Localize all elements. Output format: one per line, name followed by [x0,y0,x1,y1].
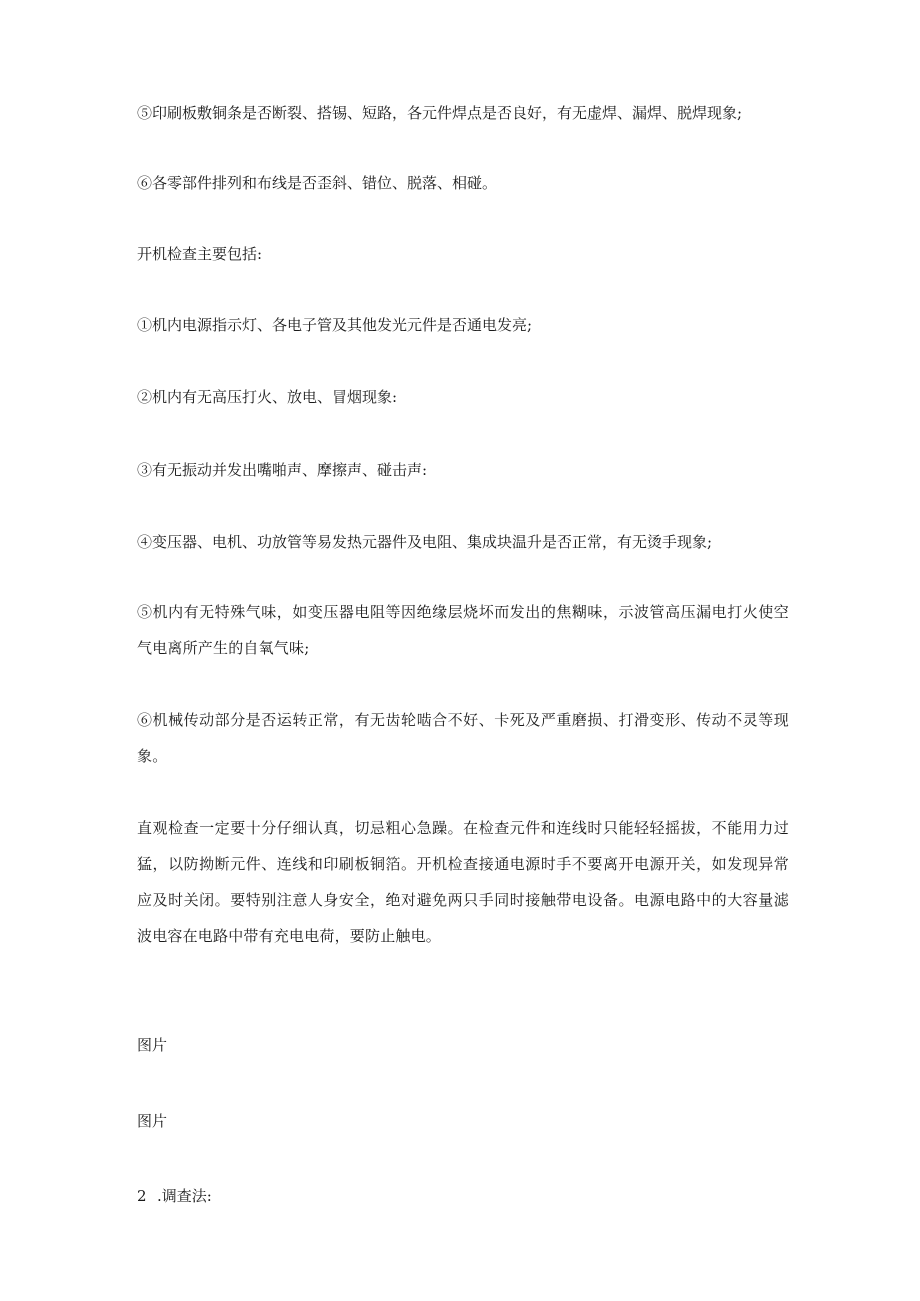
power-on-item-6: ⑥机械传动部分是否运转正常，有无齿轮啮合不好、卡死及严重磨损、打滑变形、传动不灵等现象。 [137,711,789,765]
visual-check-item-5: ⑤印刷板敷铜条是否断裂、搭锡、短路，各元件焊点是否良好，有无虚焊、漏焊、脱焊现象; [137,104,743,122]
power-on-item-1: ①机内电源指示灯、各电子管及其他发光元件是否通电发亮; [137,316,533,334]
caution-paragraph: 直观检查一定要十分仔细认真，切忌粗心急躁。在检查元件和连线时只能轻轻摇拔，不能用力过猛，以防拗断元件、连线和印刷板铜箔。开机检查接通电源时手不要离开电源开关，如发现异常应及时关闭。要特别注意人身安全，绝对避免两只手同时接触带电设备。电源电路中的大容量滤波电容在电路中带有充电电荷，要防止触电。 [137,819,789,945]
image-placeholder-2: 图片 [137,1112,168,1130]
power-on-intro: 开机检查主要包括: [137,245,263,263]
power-on-item-2: ②机内有无高压打火、放电、冒烟现象: [137,388,398,406]
section-number: 2 [137,1187,147,1205]
section-heading [137,1181,787,1211]
power-on-item-4: ④变压器、电机、功放管等易发热元器件及电阻、集成块温升是否正常，有无烫手现象; [137,533,713,551]
power-on-item-5: ⑤机内有无特殊气味，如变压器电阻等因绝缘层烧坏而发出的焦糊味，示波管高压漏电打火使空气电离所产生的自氧气味; [137,603,789,657]
image-placeholder-1: 图片 [137,1036,168,1054]
visual-check-item-6: ⑥各零部件排列和布线是否歪斜、错位、脱落、相碰。 [137,174,498,192]
power-on-item-3: ③有无振动并发出嘴啪声、摩擦声、碰击声: [137,461,428,479]
section-title: .调查法: [157,1187,212,1205]
